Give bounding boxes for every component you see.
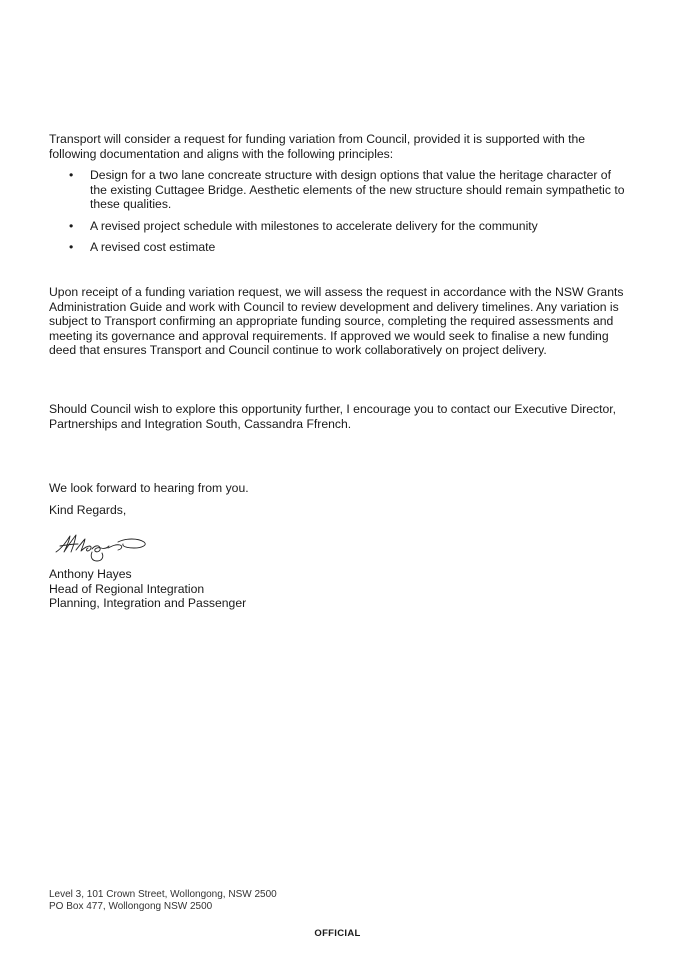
signatory-title: Head of Regional Integration	[49, 581, 205, 596]
contact-paragraph: Should Council wish to explore this opportunity further, I encourage you to contact our Executive Director, Partnerships and Integration South, Cassandra Ffrench.	[49, 402, 617, 431]
footer-address	[49, 889, 277, 914]
requirements-list	[49, 168, 629, 262]
list-item	[49, 240, 629, 255]
list-item-text: A revised cost estimate	[90, 240, 216, 255]
signature-icon	[52, 528, 152, 564]
classification-label: OFFICIAL	[314, 928, 361, 939]
signatory-name: Anthony Hayes	[49, 567, 132, 581]
closing-line: We look forward to hearing from you.	[49, 481, 249, 495]
intro-paragraph: Transport will consider a request for funding variation from Council, provided it is supported with the following documentation and aligns with the following principles:	[49, 132, 586, 161]
list-item-text: Design for a two lane concreate structure with design options that value the heritage character of the existing Cuttagee Bridge. Aesthetic elements of the new structure should remain sympathetic to these qualities.	[90, 168, 625, 212]
address-line: PO Box 477, Wollongong NSW 2500	[49, 901, 213, 913]
signatory-block	[49, 567, 246, 611]
bullet-icon: •	[69, 240, 74, 255]
list-item	[49, 219, 629, 234]
sign-off: Kind Regards,	[49, 503, 127, 517]
bullet-icon: •	[69, 168, 74, 182]
address-line: Level 3, 101 Crown Street, Wollongong, NSW 2500	[49, 889, 277, 900]
list-item	[49, 168, 629, 212]
assessment-paragraph: Upon receipt of a funding variation request, we will assess the request in accordance with the NSW Grants Administration Guide and work with Council to review development and delivery timelines. Any variation is subject to Transport confirming an appropriate funding source, completing the required assessments and meeting its governance and approval requirements. If approved we would seek to finalise a new funding deed that ensures Transport and Council continue to work collaboratively on project delivery.	[49, 285, 624, 358]
bullet-icon: •	[69, 218, 74, 233]
list-item-text: A revised project schedule with milestones to accelerate delivery for the community	[90, 218, 538, 233]
signatory-division: Planning, Integration and Passenger	[49, 596, 247, 611]
